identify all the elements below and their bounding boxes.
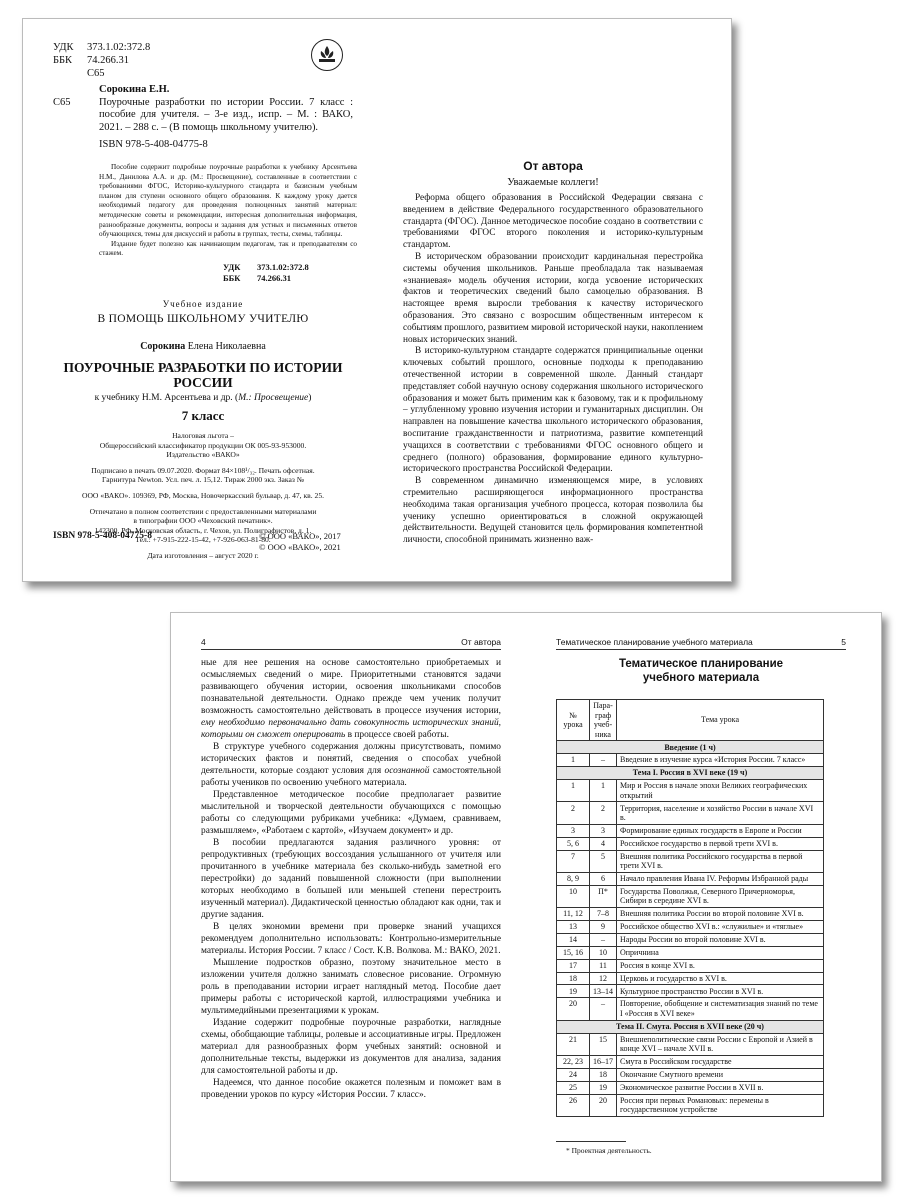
italic-run: ему необходимо первоначально дать совокупность исторических знаний, которыми он сможет оперировать	[201, 718, 501, 740]
table-row	[557, 908, 824, 921]
annotation	[99, 163, 357, 259]
lesson-number-cell: 14	[557, 933, 590, 946]
plan-table	[556, 699, 824, 1117]
textbook-ref-text: к учебнику Н.М. Арсентьева и др. (	[94, 393, 239, 403]
spread-content-pages	[170, 612, 882, 1182]
foreword-paragraph: В историческом образовании происходит кардинальная перестройка системы обучения школьников. Раньше преобладала так называемая «знаниевая» модель обучения истории, когда усвоение исторических фактов и теоретических сведений было самоцелью образования. В настоящее время выросли требования к качеству исторического образования. Это связано с возросшим общественным интересом к событиям прошлого, развитием мировой исторической науки, накоплением новых исторических знаний.	[403, 251, 703, 345]
section-title: Тема I. Россия в XVI веке (19 ч)	[557, 767, 824, 780]
topic-cell: Народы России во второй половине XVI в.	[617, 933, 824, 946]
paragraph-cell: 5	[590, 850, 617, 872]
record-isbn: ISBN 978-5-408-04775-8	[99, 139, 208, 150]
section-row	[557, 1020, 824, 1033]
book-title: ПОУРОЧНЫЕ РАЗРАБОТКИ ПО ИСТОРИИ РОССИИ	[63, 360, 343, 390]
body-paragraph: В пособии предлагаются задания различного уровня: от репродуктивных (требующих воссоздания услышанного от учителя или прочитанного в учебнике материала без сколько-нибудь заметной его перестройки) до заданий повышенной сложности (при выполнении которых необходимо в большей или меньшей степени перестроить изученный материал). Дидактической ценностью обладают как одни, так и другие задания.	[201, 838, 501, 920]
record-code: С65	[53, 97, 71, 108]
annotation-paragraph: Издание будет полезно как начинающим педагогам, так и преподавателям со стажем.	[99, 239, 357, 258]
text-run: самостоятельной работы учеников по освоению учебного материала.	[201, 766, 501, 788]
topic-cell: Церковь и государство в XVI в.	[617, 972, 824, 985]
running-head-title: От автора	[461, 637, 501, 647]
udc-block-bottom	[223, 262, 309, 284]
lesson-number-cell: 3	[557, 824, 590, 837]
lesson-number-cell: 15, 16	[557, 946, 590, 959]
foreword-paragraph: В современном динамично изменяющемся мире, в условиях стремительно расширяющегося информационного пространства необходима такая организация учебного процесса, которая позволила бы ученику успешно ориентироваться в сложной окружающей действительности. Ведущей становится цель формирования компетентной личности, способной принимать жизненно важ-	[403, 476, 703, 546]
paragraph-cell: 11	[590, 959, 617, 972]
paragraph-cell: 4	[590, 837, 617, 850]
author-sign: С65	[87, 68, 105, 79]
foreword-body	[403, 193, 703, 547]
text-run: ные для нее решения на основе самостоятельно приобретаемых и осмысляемых сведений о мире. Приоритетными становятся задачи развивающего обучения истории, освоения школьниками способов познавательной деятельности. Однако прежде чем ученик получит возможность самостоятельно действовать в процессе изучения истории,	[201, 658, 501, 716]
lesson-number-cell: 2	[557, 802, 590, 824]
lesson-number-cell: 21	[557, 1033, 590, 1055]
text-run: в процессе своей работы.	[345, 730, 449, 740]
udk-label: УДК	[223, 262, 241, 272]
author-full-name	[53, 341, 353, 352]
table-row	[557, 998, 824, 1020]
section-row	[557, 767, 824, 780]
body-paragraph: Мышление подростков образно, поэтому значительное место в изложении учителя должно занимать словесное рисование. Огромную роль в преподавании истории играет наглядный метод. Пособие дает примеры работы с исторической картой, иллюстрациями учебника и мультимедийными презентациями к урокам.	[201, 958, 501, 1016]
table-row	[557, 1068, 824, 1081]
imprint-line: Тел.: +7-915-222-15-42, +7-926-063-81-80.	[135, 535, 271, 545]
section-title: Введение (1 ч)	[557, 741, 824, 754]
plan-title	[556, 657, 846, 685]
topic-cell: Территория, население и хозяйство России в начале XVI в.	[617, 802, 824, 824]
table-row	[557, 837, 824, 850]
annotation-paragraph: Пособие содержит подробные поурочные разработки к учебнику Арсентьева Н.М., Данилова А.А. и др. (М.: Просвещение), составленные в соответствии с требованиями ФГОС, Историко-культурного стандарта и базисным учебным планом для ступени основного общего образования. К каждому уроку дается необходимый педагогу для проведения полноценных занятий материал: методические советы и рекомендации, интересная дополнительная информация, разнообразные документы, вопросы и задания для устных и письменных ответов обучающихся, темы для дискуссий и работы в группах, тесты, схемы, таблицы.	[99, 163, 357, 239]
foreword-paragraph: В историко-культурном стандарте содержатся принципиальные оценки ключевых событий прошлого, основные подходы к преподаванию отечественной истории в современной школе. Данный стандарт представляет собой научную основу содержания школьного исторического образования и может быть применим как к базовому, так и к профильному – углубленному уровню изучения истории и гуманитарных дисциплин. Он направлен на повышение качества школьного исторического образования, воспитание гражданственности и патриотизма, развитие компетенций учащихся в соответствии с требованиями ФГОС основного общего и среднего (полного) образования, формирование единого культурно-исторического пространства Российской Федерации.	[403, 346, 703, 475]
imprint-line: Подписано в печать 09.07.2020. Формат 84×108¹/₃₂. Печать офсетная.	[91, 465, 315, 475]
copyright-line: © ООО «ВАКО», 2017	[259, 531, 341, 541]
body-paragraph: Представленное методическое пособие предполагает развитие мыслительной и творческой деятельности обучающихся с помощью работы со следующими рубриками учебника: «Думаем, сравниваем, размышляем», «Работаем с картой», «Изучаем документ» и др.	[201, 790, 501, 836]
paragraph-cell: 20	[590, 1094, 617, 1116]
imprint-line: Дата изготовления – август 2020 г.	[147, 550, 259, 560]
body-paragraph	[201, 741, 501, 789]
paragraph-cell: 12	[590, 972, 617, 985]
foreword-paragraph: Реформа общего образования в Российской Федерации связана с введением в действие Федерального государственного образовательного стандарта (ФГОС). Данное методическое пособие создано в соответствии с требованиями ФГОС второго поколения и историко-культурным стандартом.	[403, 193, 703, 251]
lesson-number-cell: 13	[557, 921, 590, 934]
topic-cell: Россия в конце XVI в.	[617, 959, 824, 972]
plan-title-line: учебного материала	[642, 672, 760, 684]
lesson-number-cell: 1	[557, 754, 590, 767]
lesson-number-cell: 20	[557, 998, 590, 1020]
body-paragraph: Надеемся, что данное пособие окажется полезным и поможет вам в проведении уроков по курсу «История России. 7 класс».	[201, 1078, 501, 1100]
page-number: 4	[201, 637, 206, 647]
foreword-greeting: Уважаемые коллеги!	[507, 177, 599, 188]
imprint-line: 142300, РФ, Московская область, г. Чехов, ул. Полиграфистов, д. 1.	[94, 525, 312, 535]
topic-cell: Государства Поволжья, Северного Причерноморья, Сибири в середине XVI в.	[617, 885, 824, 907]
lesson-number-cell: 1	[557, 780, 590, 802]
header-topic: Тема урока	[617, 700, 824, 741]
imprint-line: ООО «ВАКО». 109369, РФ, Москва, Новочеркасский бульвар, д. 47, кв. 25.	[81, 490, 325, 500]
topic-cell: Формирование единых государств в Европе и России	[617, 824, 824, 837]
topic-cell: Российское общество XVI в.: «служилые» и «тяглые»	[617, 921, 824, 934]
table-row	[557, 946, 824, 959]
footnote-rule	[556, 1141, 626, 1142]
plan-title-line: Тематическое планирование	[618, 658, 784, 670]
paragraph-cell: 2	[590, 802, 617, 824]
imprint-line: Налоговая льгота –	[172, 431, 234, 440]
imprint-line: Гарнитура Newton. Усл. печ. л. 15,12. Тираж 2000 экз. Заказ №	[102, 475, 304, 485]
header-paragraph: Пара-граф учеб-ника	[590, 700, 617, 741]
table-row	[557, 885, 824, 907]
paragraph-cell: 3	[590, 824, 617, 837]
udk-label: УДК	[53, 42, 74, 53]
section-title: Тема II. Смута. Россия в XVII веке (20 ч)	[557, 1020, 824, 1033]
body-paragraph: В целях экономии времени при проверке знаний учащихся рекомендуем дополнительно использовать: Контрольно-измерительные материалы. История России. 7 класс / Сост. К.В. Волкова. М.: ВАКО, 2021.	[201, 922, 501, 956]
paragraph-cell: 1	[590, 780, 617, 802]
bibliographic-record	[53, 84, 353, 152]
topic-cell: Внешняя политика России во второй половине XVI в.	[617, 908, 824, 921]
paragraph-cell: 10	[590, 946, 617, 959]
paragraph-cell: 16–17	[590, 1055, 617, 1068]
topic-cell: Экономическое развитие России в XVII в.	[617, 1081, 824, 1094]
bbk-label: ББК	[223, 273, 241, 283]
bbk-value: 74.266.31	[87, 55, 129, 66]
author-surname: Сорокина	[140, 341, 186, 352]
copyright-line: © ООО «ВАКО», 2021	[259, 542, 341, 552]
paragraph-cell: –	[590, 998, 617, 1020]
udc-block	[53, 41, 150, 80]
edition-type: Учебное издание	[162, 299, 244, 309]
table-header-row	[557, 700, 824, 741]
topic-cell: Опричнина	[617, 946, 824, 959]
table-row	[557, 1033, 824, 1055]
lesson-number-cell: 8, 9	[557, 872, 590, 885]
paragraph-cell: П*	[590, 885, 617, 907]
lesson-number-cell: 17	[557, 959, 590, 972]
topic-cell: Окончание Смутного времени	[617, 1068, 824, 1081]
footnote: * Проектная деятельность.	[566, 1146, 652, 1155]
copyright	[259, 531, 341, 553]
table-row	[557, 959, 824, 972]
udk-value: 373.1.02:372.8	[87, 42, 151, 53]
textbook-reference	[53, 393, 353, 403]
paragraph-cell: 6	[590, 872, 617, 885]
udk-value: 373.1.02:372.8	[257, 262, 309, 272]
lesson-number-cell: 18	[557, 972, 590, 985]
table-row	[557, 921, 824, 934]
foreword-title: От автора	[523, 159, 583, 173]
paragraph-cell: –	[590, 754, 617, 767]
topic-cell: Введение в изучение курса «История России. 7 класс»	[617, 754, 824, 767]
imprint-line: Отпечатано в полном соответствии с предоставленными материалами	[89, 506, 317, 516]
text-run: В структуре учебного содержания должны присутствовать, помимо исторических фактов и понятий, сведения о способах учебной деятельности, которые создают условия для	[201, 742, 501, 776]
bbk-value: 74.266.31	[257, 273, 291, 283]
table-row	[557, 872, 824, 885]
lesson-number-cell: 11, 12	[557, 908, 590, 921]
table-row	[557, 780, 824, 802]
record-author: Сорокина Е.Н.	[99, 84, 170, 95]
paragraph-cell: 9	[590, 921, 617, 934]
paragraph-cell: 15	[590, 1033, 617, 1055]
header-rule	[556, 649, 846, 650]
imprint-line: в типографии ООО «Чеховский печатник».	[133, 516, 273, 526]
body-paragraph	[201, 657, 501, 741]
lesson-number-cell: 19	[557, 985, 590, 998]
table-row	[557, 985, 824, 998]
table-row	[557, 933, 824, 946]
spread-title-page	[22, 18, 732, 582]
paragraph-cell: 7–8	[590, 908, 617, 921]
topic-cell: Внешняя политика Российского государства в первой трети XVI в.	[617, 850, 824, 872]
bbk-label: ББК	[53, 55, 73, 66]
standard-logo-icon	[311, 39, 343, 71]
table-row	[557, 1094, 824, 1116]
lesson-number-cell: 26	[557, 1094, 590, 1116]
topic-cell: Культурное пространство России в XVI в.	[617, 985, 824, 998]
topic-cell: Смута в Российском государстве	[617, 1055, 824, 1068]
topic-cell: Внешнеполитические связи России с Европой и Азией в конце XVI – начале XVII в.	[617, 1033, 824, 1055]
page-4	[201, 613, 501, 1181]
topic-cell: Начало правления Ивана IV. Реформы Избранной рады	[617, 872, 824, 885]
table-row	[557, 972, 824, 985]
page-number: 5	[841, 637, 846, 647]
textbook-ref-close: )	[308, 393, 312, 403]
lesson-number-cell: 22, 23	[557, 1055, 590, 1068]
running-head-title: Тематическое планирование учебного материала	[556, 637, 753, 647]
paragraph-cell: 18	[590, 1068, 617, 1081]
grade: 7 класс	[181, 408, 225, 423]
foreword-page	[403, 19, 703, 581]
textbook-publisher: М.: Просвещение	[238, 393, 309, 403]
section-row	[557, 741, 824, 754]
record-description: Поурочные разработки по истории России. 7 класс : пособие для учителя. – 3-е изд., испр. – М. : ВАКО, 2021. – 288 с. – (В помощь школьному учителю).	[99, 96, 353, 133]
lesson-number-cell: 25	[557, 1081, 590, 1094]
table-row	[557, 850, 824, 872]
topic-cell: Россия при первых Романовых: перемены в государственном устройстве	[617, 1094, 824, 1116]
imprint-line: Издательство «ВАКО»	[166, 450, 240, 460]
lesson-number-cell: 24	[557, 1068, 590, 1081]
body-paragraph: Издание содержит подробные поурочные разработки, наглядные схемы, обобщающие таблицы, ролевые и ассоциативные игры. Предложен материал для разнообразных форм учебных занятий: основной и дополнительные тексты, выдержки из документов для анализа, задания для самостоятельной работы и др.	[201, 1018, 501, 1076]
table-row	[557, 802, 824, 824]
author-given-names: Елена Николаевна	[185, 341, 266, 352]
lesson-number-cell: 10	[557, 885, 590, 907]
imprint-page	[23, 19, 363, 581]
table-row	[557, 1055, 824, 1068]
page-5	[556, 613, 846, 1181]
topic-cell: Российское государство в первой трети XVI в.	[617, 837, 824, 850]
page-4-body	[201, 657, 501, 1101]
header-rule	[201, 649, 501, 650]
paragraph-cell: 13–14	[590, 985, 617, 998]
table-row	[557, 1081, 824, 1094]
topic-cell: Повторение, обобщение и систематизация знаний по теме I «Россия в XVI веке»	[617, 998, 824, 1020]
running-header-right	[556, 637, 846, 647]
paragraph-cell: –	[590, 933, 617, 946]
imprint-line: Общероссийский классификатор продукции ОК 005-93-953000.	[99, 440, 307, 450]
italic-run: осознанной	[384, 766, 430, 776]
lesson-number-cell: 5, 6	[557, 837, 590, 850]
series-title: В ПОМОЩЬ ШКОЛЬНОМУ УЧИТЕЛЮ	[97, 313, 309, 325]
lesson-number-cell: 7	[557, 850, 590, 872]
topic-cell: Мир и Россия в начале эпохи Великих географических открытий	[617, 780, 824, 802]
bottom-isbn: ISBN 978-5-408-04775-8	[53, 531, 152, 541]
table-row	[557, 754, 824, 767]
table-row	[557, 824, 824, 837]
plan-table-body	[557, 741, 824, 1117]
header-lesson-number: № урока	[557, 700, 590, 741]
paragraph-cell: 19	[590, 1081, 617, 1094]
